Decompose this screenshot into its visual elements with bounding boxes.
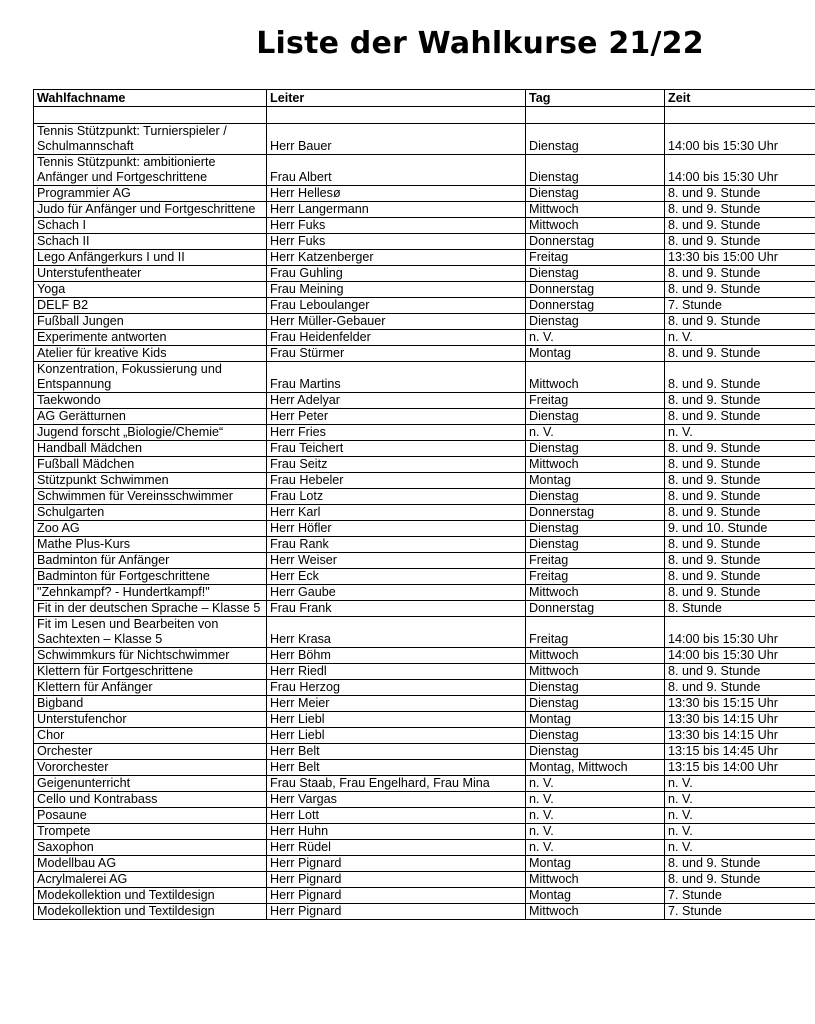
day-cell: Freitag xyxy=(526,617,665,648)
time-cell: n. V. xyxy=(665,840,815,856)
time-cell: 8. Stunde xyxy=(665,601,815,617)
column-header-time: Zeit xyxy=(665,90,815,107)
course-name-cell: Atelier für kreative Kids xyxy=(34,346,267,362)
table-row xyxy=(34,202,815,218)
day-cell: Mittwoch xyxy=(526,218,665,234)
course-name-cell: Schwimmkurs für Nichtschwimmer xyxy=(34,648,267,664)
course-name-cell: Modellbau AG xyxy=(34,856,267,872)
course-name-cell: Judo für Anfänger und Fortgeschrittene xyxy=(34,202,267,218)
day-cell: Freitag xyxy=(526,569,665,585)
time-cell: 13:30 bis 14:15 Uhr xyxy=(665,712,815,728)
time-cell: 8. und 9. Stunde xyxy=(665,680,815,696)
time-cell: 8. und 9. Stunde xyxy=(665,218,815,234)
day-cell: Dienstag xyxy=(526,489,665,505)
course-name-cell: Modekollektion und Textildesign xyxy=(34,888,267,904)
day-cell: Montag xyxy=(526,856,665,872)
table-row xyxy=(34,712,815,728)
table-row xyxy=(34,124,815,155)
leader-cell: Frau Heidenfelder xyxy=(267,330,526,346)
table-header-row xyxy=(34,90,815,107)
time-cell: 8. und 9. Stunde xyxy=(665,186,815,202)
leader-cell: Frau Lotz xyxy=(267,489,526,505)
leader-cell: Herr Meier xyxy=(267,696,526,712)
day-cell: Dienstag xyxy=(526,409,665,425)
day-cell: Montag xyxy=(526,346,665,362)
leader-cell: Frau Stürmer xyxy=(267,346,526,362)
column-header-course: Wahlfachname xyxy=(34,90,267,107)
table-row xyxy=(34,489,815,505)
course-name-cell: Acrylmalerei AG xyxy=(34,872,267,888)
table-row xyxy=(34,537,815,553)
course-name-cell: Unterstufenchor xyxy=(34,712,267,728)
table-row xyxy=(34,457,815,473)
course-name-cell: Chor xyxy=(34,728,267,744)
table-row xyxy=(34,696,815,712)
course-name-cell: Fußball Mädchen xyxy=(34,457,267,473)
time-cell: 14:00 bis 15:30 Uhr xyxy=(665,155,815,186)
table-row xyxy=(34,569,815,585)
day-cell: n. V. xyxy=(526,776,665,792)
day-cell: n. V. xyxy=(526,330,665,346)
leader-cell: Herr Belt xyxy=(267,760,526,776)
leader-cell: Herr Pignard xyxy=(267,856,526,872)
day-cell: Dienstag xyxy=(526,155,665,186)
day-cell: Dienstag xyxy=(526,314,665,330)
course-name-cell: DELF B2 xyxy=(34,298,267,314)
course-table xyxy=(33,89,815,920)
leader-cell: Herr Fries xyxy=(267,425,526,441)
time-cell: n. V. xyxy=(665,824,815,840)
time-cell: 8. und 9. Stunde xyxy=(665,266,815,282)
day-cell: Mittwoch xyxy=(526,904,665,920)
table-row xyxy=(34,186,815,202)
time-cell: 8. und 9. Stunde xyxy=(665,234,815,250)
leader-cell: Herr Pignard xyxy=(267,888,526,904)
time-cell: 8. und 9. Stunde xyxy=(665,505,815,521)
table-row xyxy=(34,808,815,824)
table-row xyxy=(34,330,815,346)
course-name-cell: Experimente antworten xyxy=(34,330,267,346)
leader-cell: Herr Liebl xyxy=(267,728,526,744)
day-cell: Freitag xyxy=(526,250,665,266)
day-cell: Freitag xyxy=(526,553,665,569)
table-row xyxy=(34,346,815,362)
leader-cell: Frau Leboulanger xyxy=(267,298,526,314)
time-cell: 14:00 bis 15:30 Uhr xyxy=(665,617,815,648)
leader-cell: Herr Peter xyxy=(267,409,526,425)
time-cell: 8. und 9. Stunde xyxy=(665,202,815,218)
day-cell: Montag xyxy=(526,888,665,904)
leader-cell: Herr Müller-Gebauer xyxy=(267,314,526,330)
leader-cell: Herr Lott xyxy=(267,808,526,824)
time-cell: 8. und 9. Stunde xyxy=(665,473,815,489)
table-row xyxy=(34,441,815,457)
time-cell: 8. und 9. Stunde xyxy=(665,569,815,585)
day-cell: Mittwoch xyxy=(526,585,665,601)
leader-cell: Frau Seitz xyxy=(267,457,526,473)
course-name-cell: Bigband xyxy=(34,696,267,712)
table-row xyxy=(34,648,815,664)
table-row xyxy=(34,840,815,856)
day-cell: n. V. xyxy=(526,425,665,441)
course-name-cell: Trompete xyxy=(34,824,267,840)
course-name-cell: Saxophon xyxy=(34,840,267,856)
leader-cell: Herr Rüdel xyxy=(267,840,526,856)
time-cell: 8. und 9. Stunde xyxy=(665,537,815,553)
course-name-cell: Badminton für Fortgeschrittene xyxy=(34,569,267,585)
table-row xyxy=(34,856,815,872)
leader-cell: Herr Pignard xyxy=(267,872,526,888)
day-cell: Mittwoch xyxy=(526,457,665,473)
table-row xyxy=(34,505,815,521)
table-row xyxy=(34,409,815,425)
time-cell: 14:00 bis 15:30 Uhr xyxy=(665,124,815,155)
time-cell: 8. und 9. Stunde xyxy=(665,346,815,362)
leader-cell: Herr Gaube xyxy=(267,585,526,601)
table-body xyxy=(34,107,815,920)
course-name-cell: Taekwondo xyxy=(34,393,267,409)
time-cell: n. V. xyxy=(665,425,815,441)
time-cell: 13:30 bis 15:00 Uhr xyxy=(665,250,815,266)
time-cell: n. V. xyxy=(665,330,815,346)
leader-cell: Frau Guhling xyxy=(267,266,526,282)
table-row xyxy=(34,904,815,920)
course-name-cell: Programmier AG xyxy=(34,186,267,202)
table-row xyxy=(34,888,815,904)
time-cell: n. V. xyxy=(665,792,815,808)
day-cell: Freitag xyxy=(526,393,665,409)
time-cell: n. V. xyxy=(665,776,815,792)
time-cell: 7. Stunde xyxy=(665,904,815,920)
leader-cell: Herr Huhn xyxy=(267,824,526,840)
leader-cell: Frau Frank xyxy=(267,601,526,617)
day-cell: Dienstag xyxy=(526,680,665,696)
leader-cell: Frau Teichert xyxy=(267,441,526,457)
course-name-cell: Badminton für Anfänger xyxy=(34,553,267,569)
table-row xyxy=(34,155,815,186)
time-cell: 8. und 9. Stunde xyxy=(665,393,815,409)
course-name-cell: Handball Mädchen xyxy=(34,441,267,457)
day-cell: Montag, Mittwoch xyxy=(526,760,665,776)
day-cell: Donnerstag xyxy=(526,298,665,314)
day-cell: Mittwoch xyxy=(526,664,665,680)
course-name-cell: Orchester xyxy=(34,744,267,760)
day-cell: Donnerstag xyxy=(526,282,665,298)
table-row xyxy=(34,314,815,330)
table-row xyxy=(34,266,815,282)
day-cell: Dienstag xyxy=(526,728,665,744)
table-row xyxy=(34,425,815,441)
leader-cell: Herr Fuks xyxy=(267,234,526,250)
page-title: Liste der Wahlkurse 21/22 xyxy=(256,26,704,61)
time-cell: 8. und 9. Stunde xyxy=(665,489,815,505)
leader-cell: Herr Eck xyxy=(267,569,526,585)
course-name-cell: Schwimmen für Vereinsschwimmer xyxy=(34,489,267,505)
leader-cell: Frau Meining xyxy=(267,282,526,298)
leader-cell: Herr Weiser xyxy=(267,553,526,569)
day-cell: Dienstag xyxy=(526,696,665,712)
course-name-cell: Geigenunterricht xyxy=(34,776,267,792)
time-cell: 8. und 9. Stunde xyxy=(665,409,815,425)
course-name-cell: Tennis Stützpunkt: ambitionierte Anfänger und Fortgeschrittene xyxy=(34,155,267,186)
time-cell: 14:00 bis 15:30 Uhr xyxy=(665,648,815,664)
leader-cell: Frau Rank xyxy=(267,537,526,553)
day-cell: Dienstag xyxy=(526,441,665,457)
table-row xyxy=(34,824,815,840)
course-name-cell: Lego Anfängerkurs I und II xyxy=(34,250,267,266)
leader-cell: Herr Adelyar xyxy=(267,393,526,409)
time-cell: 8. und 9. Stunde xyxy=(665,856,815,872)
leader-cell: Frau Martins xyxy=(267,362,526,393)
course-name-cell: Mathe Plus-Kurs xyxy=(34,537,267,553)
table-row xyxy=(34,585,815,601)
course-name-cell: Posaune xyxy=(34,808,267,824)
leader-cell: Frau Albert xyxy=(267,155,526,186)
table-row xyxy=(34,744,815,760)
time-cell: 8. und 9. Stunde xyxy=(665,553,815,569)
table-row xyxy=(34,776,815,792)
table-row xyxy=(34,872,815,888)
leader-cell: Frau Staab, Frau Engelhard, Frau Mina xyxy=(267,776,526,792)
table-row xyxy=(34,553,815,569)
table-row xyxy=(34,601,815,617)
time-cell: 7. Stunde xyxy=(665,888,815,904)
course-name-cell: Zoo AG xyxy=(34,521,267,537)
day-cell: Mittwoch xyxy=(526,202,665,218)
course-name-cell: Cello und Kontrabass xyxy=(34,792,267,808)
table-row xyxy=(34,218,815,234)
day-cell: n. V. xyxy=(526,792,665,808)
leader-cell: Herr Langermann xyxy=(267,202,526,218)
course-name-cell: Modekollektion und Textildesign xyxy=(34,904,267,920)
time-cell: 8. und 9. Stunde xyxy=(665,314,815,330)
time-cell: 8. und 9. Stunde xyxy=(665,585,815,601)
table-row xyxy=(34,362,815,393)
time-cell: 13:15 bis 14:45 Uhr xyxy=(665,744,815,760)
leader-cell: Herr Katzenberger xyxy=(267,250,526,266)
leader-cell: Frau Herzog xyxy=(267,680,526,696)
time-cell: 8. und 9. Stunde xyxy=(665,282,815,298)
leader-cell: Herr Bauer xyxy=(267,124,526,155)
leader-cell: Herr Krasa xyxy=(267,617,526,648)
time-cell: 13:30 bis 15:15 Uhr xyxy=(665,696,815,712)
table-row xyxy=(34,760,815,776)
leader-cell: Herr Riedl xyxy=(267,664,526,680)
time-cell: 13:15 bis 14:00 Uhr xyxy=(665,760,815,776)
time-cell: n. V. xyxy=(665,808,815,824)
table-row xyxy=(34,792,815,808)
day-cell: Dienstag xyxy=(526,124,665,155)
table-row xyxy=(34,250,815,266)
leader-cell: Herr Fuks xyxy=(267,218,526,234)
course-name-cell: Schach I xyxy=(34,218,267,234)
table-row xyxy=(34,680,815,696)
course-name-cell: Unterstufentheater xyxy=(34,266,267,282)
leader-cell: Herr Belt xyxy=(267,744,526,760)
course-name-cell: Konzentration, Fokussierung und Entspannung xyxy=(34,362,267,393)
course-name-cell: Fußball Jungen xyxy=(34,314,267,330)
course-name-cell: AG Gerätturnen xyxy=(34,409,267,425)
day-cell: Montag xyxy=(526,712,665,728)
table-row xyxy=(34,298,815,314)
table-row xyxy=(34,521,815,537)
day-cell: Dienstag xyxy=(526,186,665,202)
table-row xyxy=(34,664,815,680)
time-cell: 8. und 9. Stunde xyxy=(665,457,815,473)
day-cell: Donnerstag xyxy=(526,234,665,250)
day-cell: Mittwoch xyxy=(526,872,665,888)
course-name-cell: Fit in der deutschen Sprache – Klasse 5 xyxy=(34,601,267,617)
day-cell: Dienstag xyxy=(526,744,665,760)
time-cell: 7. Stunde xyxy=(665,298,815,314)
leader-cell: Herr Böhm xyxy=(267,648,526,664)
time-cell: 13:30 bis 14:15 Uhr xyxy=(665,728,815,744)
course-name-cell: Yoga xyxy=(34,282,267,298)
day-cell: Mittwoch xyxy=(526,362,665,393)
time-cell: 9. und 10. Stunde xyxy=(665,521,815,537)
course-name-cell: Vororchester xyxy=(34,760,267,776)
day-cell: n. V. xyxy=(526,840,665,856)
day-cell: Montag xyxy=(526,473,665,489)
empty-row xyxy=(34,107,815,124)
course-name-cell: Klettern für Anfänger xyxy=(34,680,267,696)
leader-cell: Frau Hebeler xyxy=(267,473,526,489)
column-header-leader: Leiter xyxy=(267,90,526,107)
course-name-cell: Fit im Lesen und Bearbeiten von Sachtexten – Klasse 5 xyxy=(34,617,267,648)
table-row xyxy=(34,473,815,489)
course-name-cell: "Zehnkampf? - Hundertkampf!" xyxy=(34,585,267,601)
day-cell: Dienstag xyxy=(526,266,665,282)
time-cell: 8. und 9. Stunde xyxy=(665,441,815,457)
table-row xyxy=(34,617,815,648)
time-cell: 8. und 9. Stunde xyxy=(665,362,815,393)
leader-cell: Herr Vargas xyxy=(267,792,526,808)
table-row xyxy=(34,234,815,250)
course-name-cell: Jugend forscht „Biologie/Chemie“ xyxy=(34,425,267,441)
course-name-cell: Klettern für Fortgeschrittene xyxy=(34,664,267,680)
time-cell: 8. und 9. Stunde xyxy=(665,872,815,888)
course-name-cell: Schach II xyxy=(34,234,267,250)
day-cell: n. V. xyxy=(526,824,665,840)
leader-cell: Herr Pignard xyxy=(267,904,526,920)
day-cell: Donnerstag xyxy=(526,601,665,617)
column-header-day: Tag xyxy=(526,90,665,107)
day-cell: Dienstag xyxy=(526,521,665,537)
leader-cell: Herr Karl xyxy=(267,505,526,521)
time-cell: 8. und 9. Stunde xyxy=(665,664,815,680)
day-cell: Dienstag xyxy=(526,537,665,553)
table-row xyxy=(34,393,815,409)
leader-cell: Herr Hellesø xyxy=(267,186,526,202)
course-name-cell: Tennis Stützpunkt: Turnierspieler / Schulmannschaft xyxy=(34,124,267,155)
course-name-cell: Schulgarten xyxy=(34,505,267,521)
day-cell: Mittwoch xyxy=(526,648,665,664)
table-row xyxy=(34,282,815,298)
day-cell: Donnerstag xyxy=(526,505,665,521)
leader-cell: Herr Höfler xyxy=(267,521,526,537)
day-cell: n. V. xyxy=(526,808,665,824)
leader-cell: Herr Liebl xyxy=(267,712,526,728)
table-row xyxy=(34,728,815,744)
course-name-cell: Stützpunkt Schwimmen xyxy=(34,473,267,489)
